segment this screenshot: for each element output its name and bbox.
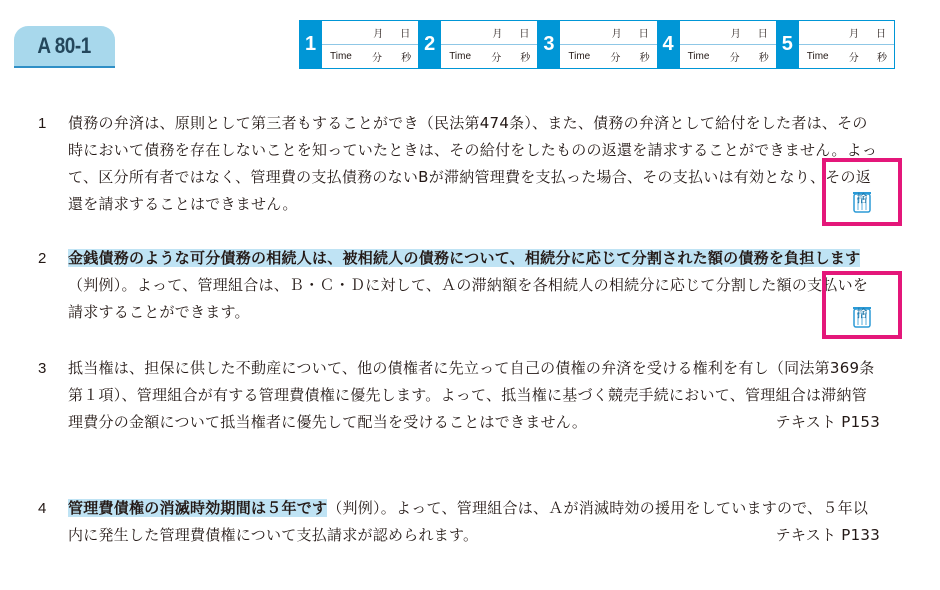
date-row bbox=[322, 21, 418, 45]
trash-can-icon bbox=[852, 304, 872, 328]
item-number: 1 bbox=[38, 115, 47, 132]
month-label: 月 bbox=[730, 29, 741, 40]
attempt-record bbox=[560, 20, 656, 69]
key-point-highlight: 金銭債務のような可分債務の相続人は、被相続人の債務について、相続分に応じて分割された額の債務を負担します bbox=[68, 249, 861, 267]
study-tracker bbox=[299, 20, 895, 69]
attempt-number: 3 bbox=[537, 20, 560, 69]
textbook-reference: テキスト P153 bbox=[775, 413, 880, 431]
attempt-record bbox=[322, 20, 418, 69]
time-label: Time bbox=[449, 51, 472, 62]
day-label: 日 bbox=[400, 29, 411, 40]
tracker-slot bbox=[776, 20, 895, 69]
item-number: 2 bbox=[38, 250, 47, 267]
textbook-reference: テキスト P133 bbox=[775, 526, 880, 544]
second-label: 秒 bbox=[639, 53, 650, 64]
month-label: 月 bbox=[848, 29, 859, 40]
tracker-slot bbox=[299, 20, 418, 69]
time-label: Time bbox=[806, 51, 829, 62]
second-label: 秒 bbox=[401, 53, 412, 64]
trash-can-icon bbox=[852, 189, 872, 213]
second-label: 秒 bbox=[758, 53, 769, 64]
minute-label: 分 bbox=[610, 53, 621, 64]
date-row bbox=[680, 21, 776, 45]
item-body: 抵当権は、担保に供した不動産について、他の債権者に先立って自己の債権の弁済を受ける権利を有し（同法第369条第１項）、管理組合が有する管理費債権に優先します。よって、抵当権に基づく競売手続において、管理組合は滞納管理費分の金額について抵当権者に優先して配当を受けることはできません。 bbox=[68, 359, 875, 431]
minute-label: 分 bbox=[372, 53, 382, 64]
day-label: 日 bbox=[757, 29, 768, 40]
item-number: 4 bbox=[38, 500, 47, 517]
attempt-record bbox=[799, 20, 895, 69]
time-row bbox=[560, 45, 656, 68]
item-text bbox=[68, 495, 880, 549]
minute-label: 分 bbox=[729, 53, 740, 64]
question-id: A 80-1 bbox=[37, 33, 92, 58]
month-label: 月 bbox=[611, 29, 622, 40]
item-text bbox=[68, 245, 880, 326]
tracker-slot bbox=[418, 20, 537, 69]
time-label: Time bbox=[687, 51, 710, 62]
time-row bbox=[680, 45, 776, 68]
attempt-record bbox=[680, 20, 776, 69]
day-label: 日 bbox=[875, 29, 886, 40]
attempt-number: 4 bbox=[657, 20, 680, 69]
item-text: 債務の弁済は、原則として第三者もすることができ（民法第474条）、また、債務の弁済として給付をした者は、その時において債務を存在しないことを知っていたときは、その給付をしたものの返還を請求することができません。よって、区分所有者ではなく、管理費の支払債務のないBが滞納管理費を支払った場合、その支払いは有効となり、その返還を請求することはできません。 bbox=[68, 114, 878, 213]
item-text bbox=[68, 355, 880, 436]
discard-label: 捨 bbox=[856, 307, 868, 320]
time-row bbox=[799, 45, 894, 68]
date-row bbox=[441, 21, 537, 45]
time-label: Time bbox=[330, 51, 352, 62]
second-label: 秒 bbox=[876, 53, 887, 64]
day-label: 日 bbox=[519, 29, 530, 40]
time-row bbox=[441, 45, 537, 68]
tracker-slot bbox=[657, 20, 776, 69]
minute-label: 分 bbox=[491, 53, 502, 64]
time-row bbox=[322, 45, 418, 68]
day-label: 日 bbox=[638, 29, 649, 40]
item-body: （判例）。よって、管理組合は、Ａが消滅時効の援用をしていますので、５年以内に発生した管理費債権について支払請求が認められます。 bbox=[68, 499, 869, 544]
attempt-number: 5 bbox=[776, 20, 799, 69]
month-label: 月 bbox=[373, 29, 384, 40]
month-label: 月 bbox=[492, 29, 503, 40]
discard-label: 捨 bbox=[856, 192, 868, 205]
second-label: 秒 bbox=[520, 53, 531, 64]
attempt-number: 2 bbox=[418, 20, 441, 69]
key-point-highlight: 管理費債権の消滅時効期間は５年です bbox=[68, 499, 328, 517]
item-body: （判例）。よって、管理組合は、Ｂ・Ｃ・Ｄに対して、Ａの滞納額を各相続人の相続分に応じて分割した額の支払いを請求することができます。 bbox=[68, 276, 869, 321]
minute-label: 分 bbox=[848, 53, 859, 64]
tracker-slot bbox=[537, 20, 656, 69]
date-row bbox=[799, 21, 894, 45]
attempt-record bbox=[441, 20, 537, 69]
question-id-tab bbox=[14, 26, 115, 68]
time-label: Time bbox=[568, 51, 591, 62]
item-number: 3 bbox=[38, 360, 47, 377]
attempt-number: 1 bbox=[299, 20, 322, 69]
date-row bbox=[560, 21, 656, 45]
